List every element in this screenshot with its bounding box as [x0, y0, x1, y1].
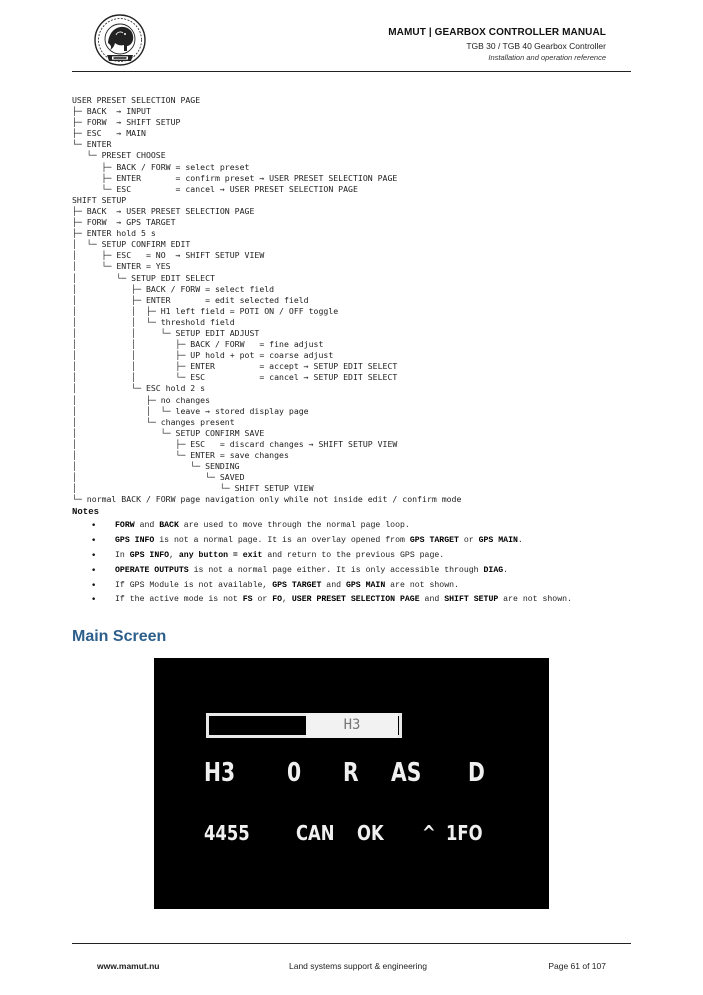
- tree-line: │ │ └─ threshold field: [72, 316, 235, 327]
- note-text: or: [458, 535, 479, 545]
- note-item: [72, 551, 632, 562]
- tree-line: ├─ BACK → USER PRESET SELECTION PAGE: [72, 205, 255, 216]
- note-keyword: DIAG: [483, 565, 504, 575]
- document-reference: Installation and operation reference: [488, 53, 606, 62]
- tree-line: │ │ ├─ H1 left field = POTI ON / OFF toggle: [72, 305, 339, 316]
- output-field: 0: [287, 758, 302, 788]
- note-text: ,: [282, 595, 292, 605]
- footer-url: www.mamut.nu: [97, 961, 160, 971]
- note-keyword: BACK: [159, 521, 179, 530]
- note-text: and: [321, 580, 346, 590]
- rpm-value: 4455: [204, 821, 250, 845]
- range-field: R: [343, 758, 359, 788]
- note-text: is not a normal page. It is an overlay opened from: [154, 535, 410, 545]
- tree-line: │ └─ ENTER = YES: [72, 261, 171, 272]
- note-keyword: OPERATE OUTPUTS: [115, 565, 189, 575]
- mamut-logo: [93, 13, 147, 67]
- note-keyword: GPS TARGET: [409, 535, 459, 545]
- footer-tagline: Land systems support & engineering: [289, 961, 427, 971]
- tree-line: │ └─ SETUP CONFIRM EDIT: [72, 239, 191, 250]
- tree-line: │ │ └─ ESC = cancel → SETUP EDIT SELECT: [72, 372, 398, 383]
- note-keyword: GPS MAIN: [478, 535, 518, 545]
- gear-field: H3: [204, 758, 236, 788]
- tree-line: ├─ BACK / FORW = select preset: [72, 161, 250, 172]
- note-item: [72, 581, 632, 592]
- tree-line: ├─ ESC → MAIN: [72, 128, 146, 139]
- tree-line: ├─ FORW → GPS TARGET: [72, 217, 176, 228]
- note-text: are not shown.: [498, 595, 572, 605]
- tree-line: └─ PRESET CHOOSE: [72, 150, 166, 161]
- tree-line: USER PRESET SELECTION PAGE: [72, 95, 201, 105]
- note-text: If the active mode is not: [115, 595, 243, 605]
- caret-indicator: ^: [422, 821, 436, 845]
- threshold-bar-label: H3: [306, 713, 398, 738]
- note-keyword: GPS TARGET: [272, 580, 322, 590]
- direction-field: D: [468, 758, 485, 788]
- note-text: and: [134, 521, 160, 530]
- note-item: [72, 521, 632, 532]
- tree-line: │ ├─ ESC = discard changes → SHIFT SETUP VIEW: [72, 438, 398, 449]
- note-text: are not shown.: [385, 580, 459, 590]
- section-heading: Main Screen: [72, 628, 167, 645]
- page-header: [388, 27, 606, 62]
- tree-line: │ │ └─ SETUP EDIT ADJUST: [72, 327, 260, 338]
- tree-line: │ └─ changes present: [72, 416, 235, 427]
- tree-line: │ ├─ ESC = NO → SHIFT SETUP VIEW: [72, 250, 265, 261]
- notes-list: [72, 521, 632, 610]
- tree-line: │ └─ ENTER = save changes: [72, 450, 289, 460]
- note-keyword: GPS MAIN: [345, 580, 386, 590]
- note-text: are used to move through the normal page loop.: [178, 521, 410, 530]
- tree-line: │ └─ SHIFT SETUP VIEW: [72, 483, 314, 494]
- note-text: In: [115, 550, 130, 560]
- can-label: CAN: [296, 821, 335, 845]
- note-item: [72, 595, 632, 606]
- note-keyword: FS: [242, 595, 253, 605]
- notes-title: Notes: [72, 507, 100, 517]
- document-subtitle: TGB 30 / TGB 40 Gearbox Controller: [466, 41, 606, 51]
- main-screen-display: [154, 658, 549, 909]
- tree-line: └─ ENTER: [72, 139, 112, 150]
- note-keyword: GPS INFO: [129, 550, 170, 560]
- note-keyword: any button = exit: [178, 550, 263, 560]
- note-keyword: FORW: [115, 521, 135, 530]
- note-text: and return to the previous GPS page.: [262, 550, 445, 560]
- footer-page-number: Page 61 of 107: [548, 961, 606, 971]
- note-keyword: SHIFT SETUP: [444, 595, 499, 605]
- tree-line: │ └─ SETUP EDIT SELECT: [72, 272, 215, 283]
- tree-line: │ ├─ ENTER = edit selected field: [72, 294, 309, 305]
- tree-line: │ └─ ESC hold 2 s: [72, 383, 206, 394]
- note-text: or: [252, 595, 273, 605]
- document-title: MAMUT | GEARBOX CONTROLLER MANUAL: [388, 27, 606, 38]
- note-text: .: [517, 535, 523, 545]
- tree-line: │ └─ SETUP CONFIRM SAVE: [72, 427, 265, 438]
- tree-line: │ │ ├─ UP hold + pot = coarse adjust: [72, 350, 334, 361]
- tree-line: │ │ ├─ ENTER = accept → SETUP EDIT SELECT: [72, 361, 398, 372]
- tree-line: SHIFT SETUP: [72, 194, 127, 205]
- note-keyword: USER PRESET SELECTION PAGE: [291, 595, 420, 605]
- tree-line: └─ normal BACK / FORW page navigation only while not inside edit / confirm mode: [72, 494, 462, 505]
- tree-line: │ └─ SAVED: [72, 472, 245, 483]
- tree-line: │ ├─ no changes: [72, 394, 211, 405]
- note-keyword: FO: [272, 595, 283, 605]
- can-status: OK: [357, 821, 384, 845]
- note-item: [72, 536, 632, 547]
- tree-line: ├─ BACK → INPUT: [72, 106, 151, 117]
- note-text: ,: [169, 550, 179, 560]
- note-keyword: GPS INFO: [115, 535, 155, 545]
- note-text: and: [419, 595, 445, 605]
- tree-line: │ └─ SENDING: [72, 461, 240, 472]
- tree-line: └─ ESC = cancel → USER PRESET SELECTION PAGE: [72, 183, 358, 194]
- tree-line: ├─ FORW → SHIFT SETUP: [72, 117, 181, 128]
- navigation-tree: [72, 95, 461, 505]
- active-mode-value: 1FO: [446, 821, 483, 845]
- header-divider: [72, 71, 631, 72]
- note-text: is not a normal page either. It is only accessible through: [188, 565, 484, 575]
- tree-line: ├─ ENTER = confirm preset → USER PRESET SELECTION PAGE: [72, 172, 398, 183]
- note-text: .: [503, 565, 509, 575]
- footer-divider: [72, 943, 631, 944]
- tree-line: │ │ └─ leave → stored display page: [72, 405, 309, 416]
- note-item: [72, 566, 632, 577]
- tree-line: │ ├─ BACK / FORW = select field: [72, 283, 275, 294]
- tree-line: ├─ ENTER hold 5 s: [72, 228, 156, 239]
- tree-line: │ │ ├─ BACK / FORW = fine adjust: [72, 339, 324, 350]
- shift-mode-field: AS: [391, 758, 422, 788]
- note-text: If GPS Module is not available,: [115, 580, 273, 590]
